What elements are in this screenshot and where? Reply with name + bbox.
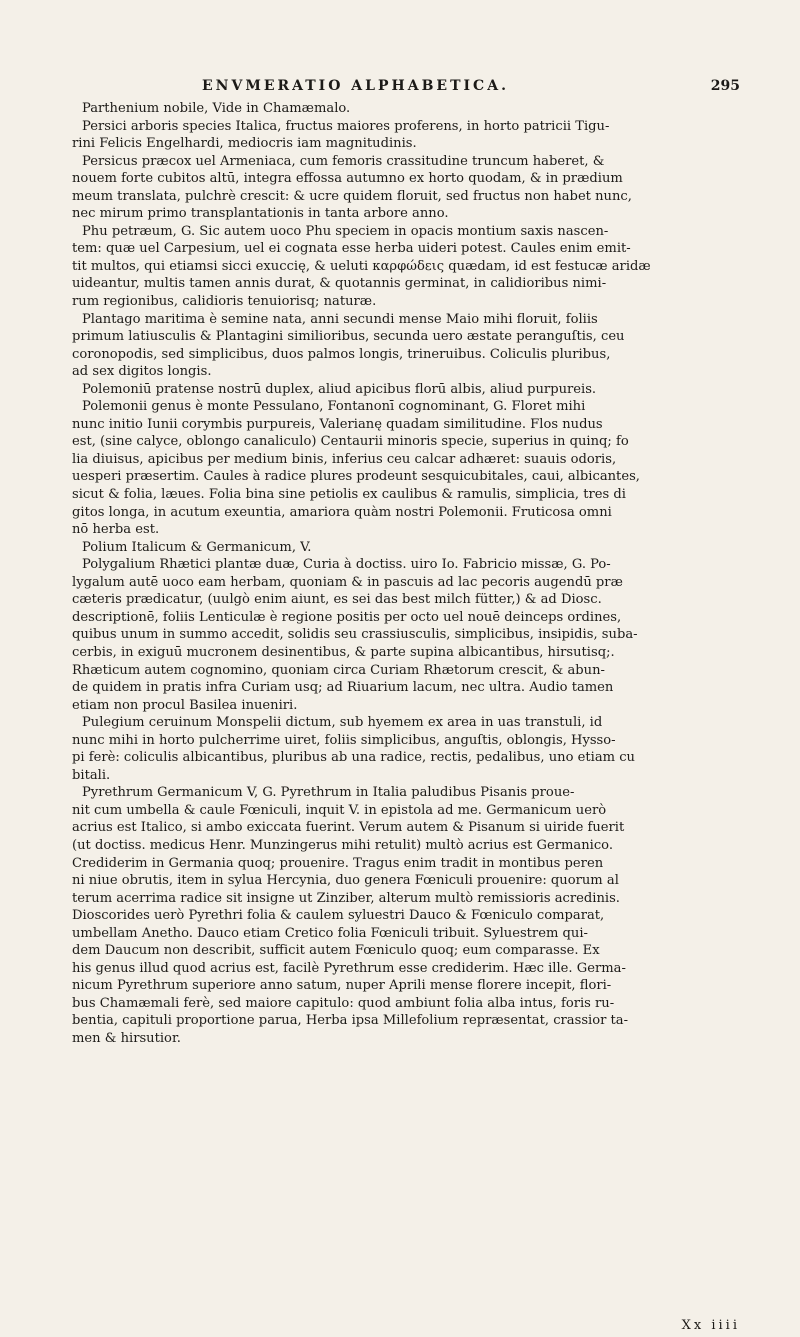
text-line: ni niue obrutis, item in sylua Hercynia, duo genera Fœniculi prouenire: quorum al (72, 873, 619, 889)
text-line: Polium Italicum & Germanicum, V. (82, 539, 312, 555)
text-line: cerbis, in exiguū mucronem desinentibus, & parte supina albicantibus, hirsutisq;. (72, 644, 615, 660)
text-line: tem: quæ uel Carpesium, uel ei cognata esse herba uideri potest. Caules enim emit- (72, 241, 631, 257)
text-line: gitos longa, in acutum exeuntia, amariora quàm nostri Polemonii. Fruticosa omni (72, 504, 612, 520)
text-line: Parthenium nobile, Vide in Chamæmalo. (82, 101, 351, 116)
text-line: meum translata, pulchrè crescit: & ucre quidem floruit, sed fructus non habet nunc, (72, 188, 632, 204)
running-title: ENVMERATIO ALPHABETICA. (202, 78, 509, 94)
paragraph (72, 714, 740, 784)
paragraph (72, 100, 740, 118)
paragraph (72, 556, 740, 714)
paragraph (72, 311, 740, 381)
text-line: est, (sine calyce, oblongo canaliculo) Centaurii minoris specie, superius in quinq; fo (72, 434, 629, 450)
text-line: Pyrethrum Germanicum V, G. Pyrethrum in Italia paludibus Pisanis proue- (82, 785, 575, 801)
text-line: acrius est Italico, si ambo exiccata fuerint. Verum autem & Pisanum si uiride fuerit (72, 820, 625, 836)
text-line: lia diuisus, apicibus per medium binis, inferius ceu calcar adhæret: suauis odoris, (72, 451, 617, 467)
text-line: Persici arboris species Italica, fructus maiores proferens, in horto patricii Tigu- (82, 118, 610, 134)
text-line: ad sex digitos longis. (72, 364, 212, 380)
text-line: nunc mihi in horto pulcherrime uiret, foliis simplicibus, anguſtis, oblongis, Hysso- (72, 732, 616, 748)
running-head (72, 78, 740, 100)
text-line: Phu petræum, G. Sic autem uoco Phu speciem in opacis montium saxis nascen- (82, 223, 609, 239)
text-line: Plantago maritima è semine nata, anni secundi mense Maio mihi floruit, foliis (82, 311, 598, 327)
text-line: dem Daucum non describit, sufficit autem Fœniculo quoq; eum comparasse. Ex (72, 943, 600, 959)
text-line: Polemoniū pratense nostrū duplex, aliud apicibus florū albis, aliud purpureis. (82, 381, 597, 397)
text-line: quibus unum in summo accedit, solidis seu crassiusculis, simplicibus, insipidis, suba- (72, 627, 638, 643)
signature-mark: Xx iiii (681, 1318, 740, 1333)
text-line: descriptionē, foliis Lenticulæ è regione positis per octo uel nouē deinceps ordines, (72, 609, 622, 625)
paragraph (72, 784, 740, 1047)
text-line: coronopodis, sed simplicibus, duos palmos longis, trineruibus. Coliculis pluribus, (72, 346, 611, 362)
text-line: nouem forte cubitos altū, integra effossa autumno ex horto quodam, & in prædium (72, 171, 623, 187)
text-line: nō herba est. (72, 522, 160, 538)
text-line: de quidem in pratis infra Curiam usq; ad Riuarium lacum, nec ultra. Audio tamen (72, 680, 614, 696)
paragraph (72, 223, 740, 311)
text-line: pi ferè: coliculis albicantibus, pluribus ab una radice, rectis, pedalibus, uno etiam cu (72, 750, 635, 766)
text-line: nunc initio Iunii corymbis purpureis, Valerianę quadam similitudine. Flos nudus (72, 416, 603, 432)
text-line: men & hirsutior. (72, 1030, 181, 1046)
paragraph (72, 539, 740, 557)
text-line: etiam non procul Basilea inueniri. (72, 697, 298, 713)
text-line: cæteris prædicatur, (uulgò enim aiunt, es sei das best milch fütter,) & ad Diosc. (72, 592, 602, 608)
page-number: 295 (710, 78, 740, 94)
text-line: lygalum autē uoco eam herbam, quoniam & in pascuis ad lac pecoris augendū præ (72, 574, 623, 590)
text-line: Polemonii genus è monte Pessulano, Fontanonī cognominant, G. Floret mihi (82, 399, 586, 415)
text-line: terum acerrima radice sit insigne ut Zinziber, alterum multò remissioris acredinis. (72, 890, 620, 906)
text-line: sicut & folia, læues. Folia bina sine petiolis ex caulibus & ramulis, simplicia, tres di (72, 487, 626, 503)
text-line: Polygalium Rhætici plantæ duæ, Curia à doctiss. uiro Io. Fabricio missæ, G. Po- (82, 557, 611, 573)
text-line: bitali. (72, 767, 111, 783)
text-line: bus Chamæmali ferè, sed maiore capitulo: quod ambiunt folia alba intus, foris ru- (72, 995, 615, 1011)
paragraph (72, 153, 740, 223)
text-line: Rhæticum autem cognomino, quoniam circa Curiam Rhætorum crescit, & abun- (72, 662, 605, 678)
paragraph (72, 381, 740, 399)
text-line: uesperi præsertim. Caules à radice plures prodeunt sesquicubitales, caui, albicantes, (72, 469, 640, 485)
paragraph (72, 118, 740, 153)
text-line: Crediderim in Germania quoq; prouenire. Tragus enim tradit in montibus peren (72, 855, 604, 871)
text-line: uideantur, multis tamen annis durat, & quotannis germinat, in calidioribus nimi- (72, 276, 607, 292)
text-line: tit multos, qui etiamsi sicci exuccię, & ueluti καρφώδεις quædam, id est festucæ aridæ (72, 258, 651, 274)
text-line: nit cum umbella & caule Fœniculi, inquit V. in epistola ad me. Germanicum uerò (72, 802, 607, 818)
text-line: rum regionibus, calidioris tenuiorisq; naturæ. (72, 294, 377, 310)
text-line: primum latiusculis & Plantagini similioribus, secunda uero æstate peranguſtis, ceu (72, 329, 625, 345)
text-line: umbellam Anetho. Dauco etiam Cretico folia Fœniculi tribuit. Syluestrem qui- (72, 925, 588, 941)
text-line: nicum Pyrethrum superiore anno satum, nuper Aprili mense florere incepit, flori- (72, 978, 612, 994)
text-line: (ut doctiss. medicus Henr. Munzingerus mihi retulit) multò acrius est Germanico. (72, 837, 613, 853)
text-line: nec mirum primo transplantationis in tanta arbore anno. (72, 206, 449, 222)
text-line: bentia, capituli proportione parua, Herba ipsa Millefolium repræsentat, crassior ta- (72, 1013, 629, 1029)
text-line: Dioscorides uerò Pyrethri folia & caulem syluestri Dauco & Fœniculo comparat, (72, 908, 605, 924)
paragraph (72, 398, 740, 538)
text-line: Persicus præcox uel Armeniaca, cum femoris crassitudine truncum haberet, & (82, 153, 605, 169)
text-line: his genus illud quod acrius est, facilè Pyrethrum esse crediderim. Hæc ille. Germa- (72, 960, 626, 976)
text-line: rini Felicis Engelhardi, mediocris iam magnitudinis. (72, 136, 417, 152)
text-block (72, 100, 740, 1048)
text-line: Pulegium ceruinum Monspelii dictum, sub hyemem ex area in uas transtuli, id (82, 715, 603, 731)
